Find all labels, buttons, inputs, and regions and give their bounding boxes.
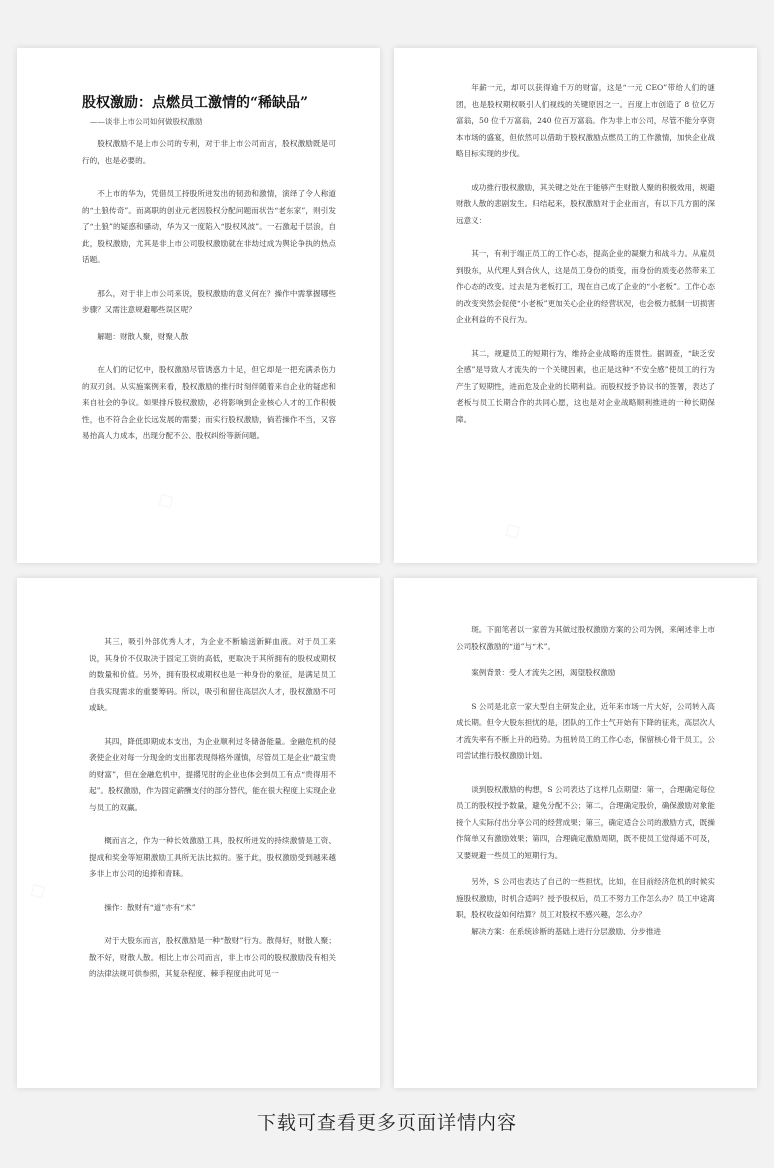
paragraph: 谈到股权激励的构想，S 公司表达了这样几点期望：第一，合理确定每位员工的股权授予数量，避免分配不公；第二，合理确定股价，确保激励对象能接个人实际付出分享公司的经营成果；第三，确定适合公司的激励方式，既操作简单又有激励效果；第四，合理确定激励周期，既不使员工觉得遥不可及，又要规避一些员工的短期行为。: [456, 784, 715, 860]
paragraph: 不上市的华为，凭借员工持股所迸发出的韧劲和激情，演绎了令人称道的“土狼传奇”。而离职的创业元老因股权分配问题而状告“老东家”，则引发了“土狼”的疑惑和骚动，华为又一度陷入“股权风波”。一石激起千层浪，自此，股权激励，尤其是非上市公司股权激励就在非劫过成为舆论争执的热点话题。: [82, 189, 336, 264]
watermark: [499, 515, 526, 545]
paragraph: 年薪一元，却可以获得逾千万的财富，这是“一元 CEO”带给人们的谜团，也是股权期权吸引人们视线的关键原因之一。百度上市创造了 8 位亿万富翁，50 位千万富翁，240 位百万富翁。作为非上市公司，尽管不能分享资本市场的盛宴，但依然可以借助于股权激励点燃员工的工作激情，加快企业战略目标实现的步伐。: [456, 83, 715, 158]
paragraph: 那么，对于非上市公司来说，股权激励的意义何在？操作中需掌握哪些步骤？又需注意规避哪些误区呢？: [82, 288, 336, 314]
paragraph: 斑。下面笔者以一家曾为其做过股权激励方案的公司为例，来阐述非上市公司股权激励的“道”与“术”。: [456, 625, 715, 651]
paragraph: 概而言之，作为一种长效激励工具，股权所迸发的持续激情是工资、提成和奖金等短期激励工具所无法比拟的。鉴于此，股权激励受到越来越多非上市公司的追捧和青睐。: [89, 836, 336, 878]
document-page-3: [17, 578, 380, 1088]
paragraph: 股权激励不是上市公司的专利，对于非上市公司而言，股权激励既是可行的，也是必要的。: [82, 139, 336, 165]
paragraph: 另外，S 公司也表达了自己的一些担忧，比如，在目前经济危机的时候实施股权激励，时机合适吗？授予股权后，员工不努力工作怎么办？员工中途离职，股权收益如何结算？员工对股权不感兴趣，怎么办？: [456, 877, 715, 919]
watermark: [24, 875, 51, 905]
paragraph: 其四，降低即期成本支出，为企业顺利过冬储备能量。金融危机的侵袭使企业对每一分现金的支出都表现得格外谨慎，尽管员工是企业“最宝贵的财富”，但在金融危机中，提撂见肘的企业也体会到员工有点“贵得用不起”。股权激励，作为固定薪酬支付的部分替代，能在很大程度上实现企业与员工的双赢。: [89, 736, 336, 812]
section-heading: 案例背景：受人才流失之困，渴望股权激励: [471, 668, 616, 677]
section-heading: 解题：财散人聚，财聚人散: [97, 331, 189, 341]
document-page-4: [394, 578, 757, 1088]
document-title: 股权激励：点燃员工激情的“稀缺品”: [82, 95, 309, 111]
paragraph: 成功推行股权激励，其关键之处在于能够产生财散人聚的积极效用，规避财散人散的悲剧发生。归结起来，股权激励对于企业而言，有以下几方面的深远意义：: [456, 182, 715, 225]
paragraph: S 公司是北京一家大型自主研发企业，近年来市场一片大好，公司转入高成长期。但令大股东担忧的是，团队的工作士气开始有下降的征兆，高层次人才流失率有不断上升的趋势。为扭转员工的工作心态，保留核心骨干员工，公司尝试推行股权激励计划。: [456, 701, 715, 760]
watermark: [152, 485, 179, 515]
download-more-prompt: 下载可查看更多页面详情内容: [256, 1112, 517, 1134]
paragraph: 其二，规避员工的短期行为，维持企业战略的连贯性。据调查，“缺乏安全感”是导致人才流失的一个关键因素，也正是这种“不安全感”使员工的行为产生了短期性，进而危及企业的长期利益。而股权授予协议书的签署，表达了老板与员工长期合作的共同心愿，这也是对企业战略顺利推进的一种长期保障。: [456, 348, 715, 424]
paragraph: 对于大股东而言，股权激励是一种“散财”行为。散得好，财散人聚；散不好，财散人散。相比上市公司而言，非上市公司的股权激励没有相关的法律法规可供参照，其复杂程度、棘手程度由此可见一: [89, 936, 336, 978]
document-page-2: [394, 48, 757, 563]
paragraph: 其一，有利于端正员工的工作心态，提高企业的凝聚力和战斗力。从雇员到股东，从代理人到合伙人，这是员工身份的质变，而身份的质变必然带来工作心态的改变。过去是为老板打工，现在自己成了企业的“小老板”。工作心态的改变突然会促使“小老板”更加关心企业的经营状况，也会极力抵制一切损害企业利益的不良行为。: [456, 249, 715, 324]
document-subtitle: ——谈非上市公司如何做股权激励: [90, 117, 203, 126]
section-heading: 操作：散财有“道”亦有“术”: [104, 902, 196, 912]
paragraph: 在人们的记忆中，股权激励尽管诱惑力十足，但它却是一把充满杀伤力的双刃剑。从实施案例来看，股权激励的推行时刻伴随着来自企业的疑虑和来自社会的争议。如果排斥股权激励，必将影响到企业核心人才的工作积极性，也不符合企业长远发展的需要；而实行股权激励，倘若操作不当，又容易抬高人力成本，出现分配不公、股权纠纷等新问题。: [82, 365, 336, 440]
paragraph: 其三，吸引外部优秀人才，为企业不断输送新鲜血液。对于员工来说，其身价不仅取决于固定工资的高低，更取决于其所拥有的股权或期权的数量和价值。另外，拥有股权或期权也是一种身份的象征，是满足员工自我实现需求的重要筹码。所以，吸引和留住高层次人才，股权激励不可或缺。: [89, 637, 336, 712]
document-page-1: [17, 48, 380, 563]
section-heading: 解决方案：在系统诊断的基础上进行分层激励、分步推进: [471, 926, 662, 936]
